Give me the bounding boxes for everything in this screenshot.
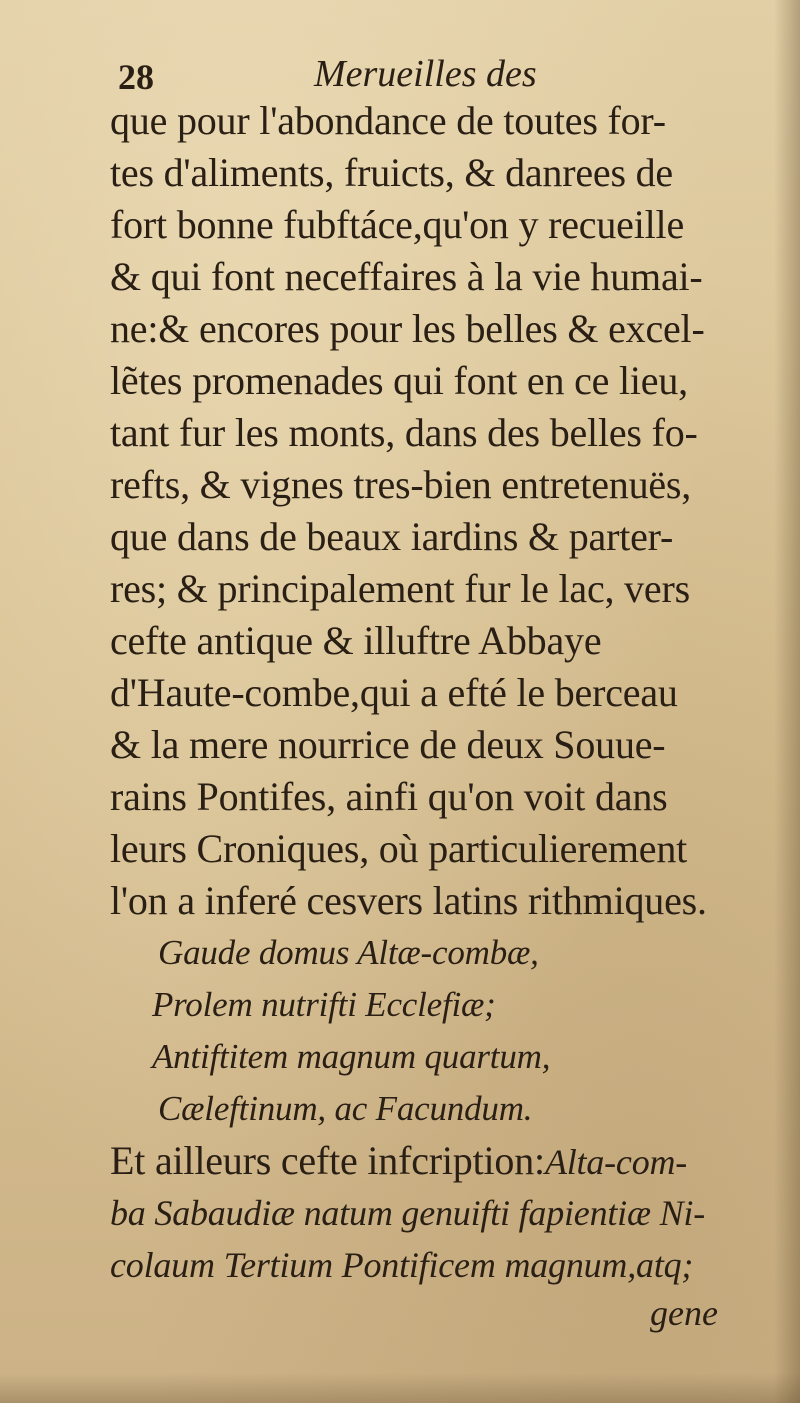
text-line: que pour l'abondance de toutes for- (110, 98, 666, 143)
text-line: tes d'aliments, fruicts, & danrees de (110, 150, 673, 195)
inscription-start: Alta-com- (544, 1142, 688, 1182)
text-line: ne:& encores pour les belles & excel- (110, 306, 705, 351)
page-number: 28 (118, 57, 154, 97)
text-line: tant fur les monts, dans des belles fo- (110, 410, 698, 455)
text-line: res; & principalement fur le lac, vers (110, 566, 690, 611)
inscription-intro: Et ailleurs cefte infcription: (110, 1138, 545, 1183)
inscription-line: colaum Tertium Pontificem magnum,atq; (110, 1245, 694, 1285)
verse-line: Antiftitem magnum quartum, (152, 1037, 551, 1076)
verse-line: Gaude domus Altæ-combæ, (158, 933, 539, 972)
text-line: refts, & vignes tres-bien entretenuës, (110, 462, 692, 507)
text-line: cefte antique & illuftre Abbaye (110, 618, 602, 663)
catchword: gene (650, 1293, 718, 1333)
text-line: lẽtes promenades qui font en ce lieu, (110, 358, 688, 403)
inscription-line: ba Sabaudiæ natum genuifti fapientiæ Ni- (110, 1193, 706, 1233)
verse-line: Prolem nutrifti Ecclefiæ; (152, 985, 496, 1024)
latin-verse (110, 927, 740, 1135)
page-bottom-shadow (0, 1373, 800, 1403)
text-line: l'on a inferé cesvers latins rithmiques. (110, 878, 707, 923)
text-line: que dans de beaux iardins & parter- (110, 514, 674, 559)
text-line: fort bonne fubftáce,qu'on y recueille (110, 202, 685, 247)
inscription-line (110, 1135, 740, 1187)
text-line: & la mere nourrice de deux Souue- (110, 722, 666, 767)
text-line: d'Haute-combe,qui a efté le berceau (110, 670, 678, 715)
text-line: & qui font neceffaires à la vie humai- (110, 254, 703, 299)
page-edge-shadow (774, 0, 800, 1403)
text-line: leurs Croniques, où particulierement (110, 826, 688, 871)
body-text (110, 95, 740, 1291)
verse-line: Cæleftinum, ac Facundum. (158, 1089, 533, 1128)
text-line: rains Pontifes, ainfi qu'on voit dans (110, 774, 668, 819)
running-title: Merueilles des (314, 53, 537, 95)
